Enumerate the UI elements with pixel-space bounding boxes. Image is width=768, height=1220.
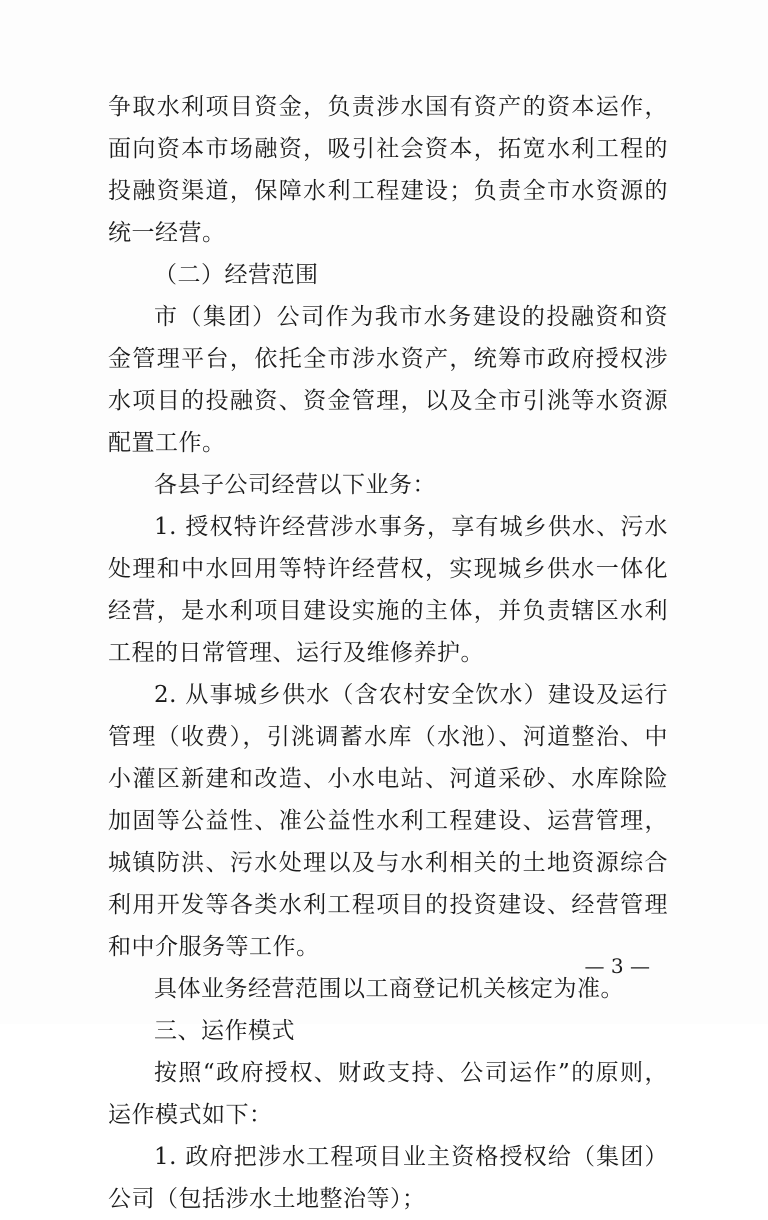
- paragraph-county-subsidiaries: 各县子公司经营以下业务：: [154, 472, 436, 498]
- list-item-operation-1: 1. 政府把涉水工程项目业主资格授权给（集团）公司（包括涉水土地整治等）；: [108, 1144, 668, 1212]
- list-item-1: 1. 授权特许经营涉水事务，享有城乡供水、污水处理和中水回用等特许经营权，实现城乡供水一体化经营，是水利项目建设实施的主体，并负责辖区水利工程的日常管理、运行及维修养护。: [108, 514, 668, 666]
- paragraph-group-scope: 市（集团）公司作为我市水务建设的投融资和资金管理平台，依托全市涉水资产，统筹市政府授权涉水项目的投融资、资金管理，以及全市引洮等水资源配置工作。: [108, 304, 668, 456]
- list-item-2: 2. 从事城乡供水（含农村安全饮水）建设及运行管理（收费），引洮调蓄水库（水池）、河道整治、中小灌区新建和改造、小水电站、河道采砂、水库除险加固等公益性、准公益性水利工程建设、运营管理，城镇防洪、污水处理以及与水利相关的土地资源综合利用开发等各类水利工程项目的投资建设、经营管理和中介服务等工作。: [108, 682, 668, 960]
- section-heading-business-scope: （二）经营范围: [154, 262, 319, 288]
- paragraph-continuation: 争取水利项目资金，负责涉水国有资产的资本运作，面向资本市场融资，吸引社会资本，拓宽水利工程的投融资渠道，保障水利工程建设；负责全市水资源的统一经营。: [108, 94, 668, 246]
- page-number: — 3 —: [584, 954, 650, 978]
- body-text: [108, 86, 668, 1220]
- paragraph-registration-note: 具体业务经营范围以工商登记机关核定为准。: [154, 976, 624, 1002]
- paragraph-operation-principle: 按照“政府授权、财政支持、公司运作”的原则，运作模式如下：: [108, 1060, 668, 1128]
- section-heading-operation-mode: 三、运作模式: [154, 1018, 295, 1044]
